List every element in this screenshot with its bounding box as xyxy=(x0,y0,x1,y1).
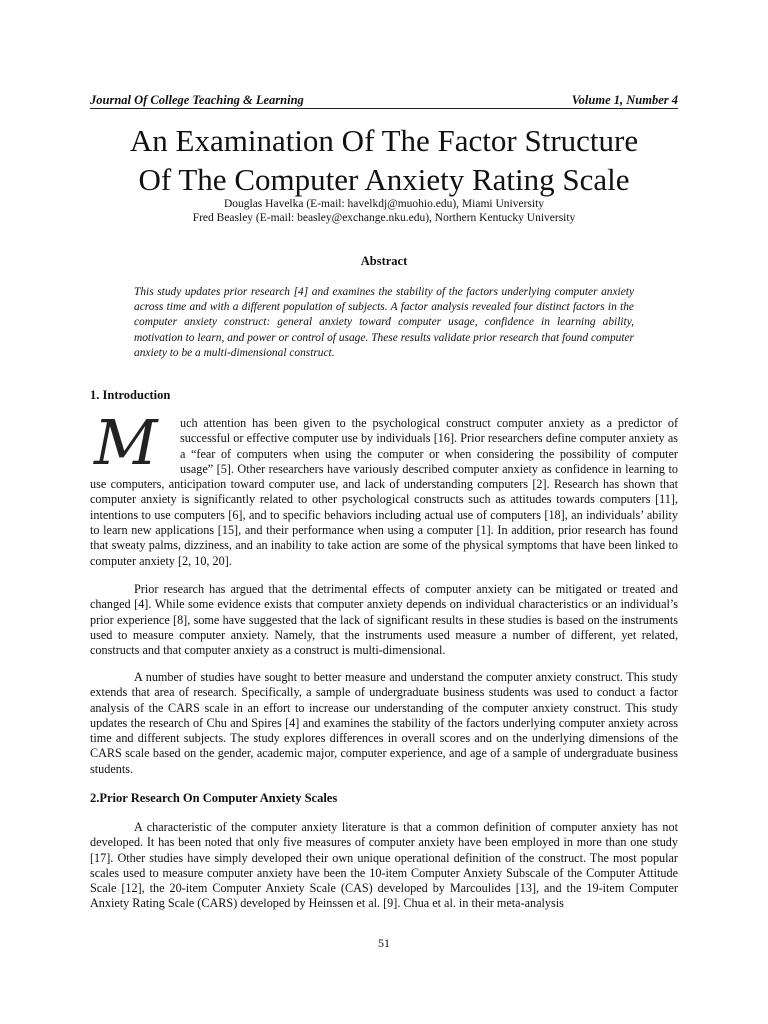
section-1-heading: 1. Introduction xyxy=(90,388,171,402)
header-rule xyxy=(90,108,678,109)
title-line-1: An Examination Of The Factor Structure xyxy=(129,123,639,158)
abstract-heading: Abstract xyxy=(360,254,408,268)
volume-number: Volume 1, Number 4 xyxy=(571,93,678,107)
author-2: Fred Beasley (E-mail: beasley@exchange.nku.edu), Northern Kentucky University xyxy=(192,212,576,224)
drop-cap: M xyxy=(94,406,158,479)
intro-paragraph-3: A number of studies have sought to better measure and understand the computer anxiety construct. This study extends that area of research. Specifically, a sample of undergraduate business students was used to conduct a factor analysis of the CARS scale in an effort to increase our understanding of the computer anxiety construct. This study updates the research of Chu and Spires [4] and examines the stability of the factors underlying computer anxiety across time and different subjects. The study explores differences in overall scores and on the underlying dimensions of the CARS scale based on the gender, academic major, computer experience, and age of a sample of undergraduate business students. xyxy=(90,670,678,776)
author-block xyxy=(60,197,708,225)
section-2-heading: 2.Prior Research On Computer Anxiety Scales xyxy=(90,791,338,805)
paper-title xyxy=(60,121,708,199)
abstract-text: This study updates prior research [4] and examines the stability of the factors underlying computer anxiety across time and with a different population of subjects. A factor analysis revealed four distinct factors in the computer anxiety construct: general anxiety toward computer usage, confidence in learning ability, motivation to learn, and power or control of usage. These results validate prior research that found computer anxiety to be a multi-dimensional construct. xyxy=(134,286,634,359)
intro-paragraph-1 xyxy=(90,406,678,569)
running-header xyxy=(90,93,678,109)
intro-paragraph-1-text: uch attention has been given to the psychological construct computer anxiety as a predictor of successful or effective computer use by individuals [16]. Prior researchers define computer anxiety as a “fear of computers when using the computer or when considering the possibility of computer usage” [5]. Other researchers have variously described computer anxiety as confidence in learning to use computers, anticipation toward computer use, and lack of understanding computers [2]. Research has shown that computer anxiety is significantly related to other psychological constructs such as attitudes towards computers [11], intentions to use computers [6], and to specific behaviors including actual use of computers [18], an individuals’ ability to learn new applications [15], and their performance when using a computer [1]. In addition, prior research has found that sweaty palms, dizziness, and an inability to take action are some of the physical symptoms that have been linked to computer anxiety [2, 10, 20]. xyxy=(90,416,678,568)
journal-name: Journal Of College Teaching & Learning xyxy=(90,93,304,107)
author-1: Douglas Havelka (E-mail: havelkdj@muohio.edu), Miami University xyxy=(223,198,545,210)
intro-paragraph-2: Prior research has argued that the detrimental effects of computer anxiety can be mitigated or treated and changed [4]. While some evidence exists that computer anxiety depends on individual characteristics or an individual’s prior experience [8], some have suggested that the lack of significant results in these studies is based on the instruments used to measure computer anxiety. Namely, that the instruments used measure a number of different, yet related, constructs and that computer anxiety as a construct is multi-dimensional. xyxy=(90,582,678,658)
page-number: 51 xyxy=(378,936,390,950)
title-line-2: Of The Computer Anxiety Rating Scale xyxy=(138,162,630,197)
section-2-paragraph-1: A characteristic of the computer anxiety literature is that a common definition of computer anxiety has not developed. It has been noted that only five measures of computer anxiety have been employed in more than one study [17]. Other studies have simply developed their own unique operational definition of the construct. The most popular scales used to measure computer anxiety have been the 10-item Computer Anxiety Subscale of the Computer Attitude Scale [12], the 20-item Computer Anxiety Scale (CAS) developed by Marcoulides [13], and the 19-item Computer Anxiety Rating Scale (CARS) developed by Heinssen et al. [9]. Chua et al. in their meta-analysis xyxy=(90,820,678,911)
